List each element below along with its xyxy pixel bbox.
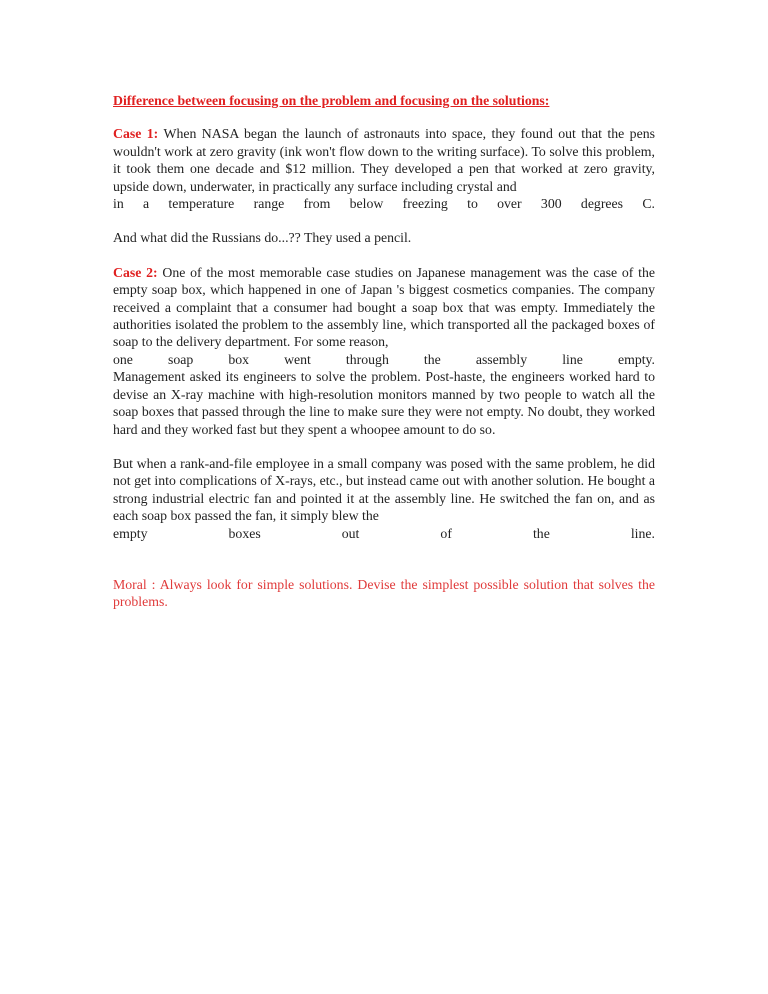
solution-last-line: empty boxes out of the line. xyxy=(113,525,655,541)
solution-paragraph: But when a rank-and-file employee in a small company was posed with the same problem, he did not get into complications of X-rays, etc., but instead came out with another solution. He bought a strong industrial electric fan and pointed it at the assembly line. He switched the fan on, and as each soap box passed the fan, it simply blew the xyxy=(113,455,655,524)
case1-last-line: in a temperature range from below freezing to over 300 degrees C. xyxy=(113,196,655,212)
case2-label: Case 2: xyxy=(113,264,158,280)
case2-paragraph xyxy=(113,264,655,351)
case1-label: Case 1: xyxy=(113,126,159,142)
document-body xyxy=(113,92,655,611)
case2-text: One of the most memorable case studies on Japanese management was the case of the empty soap box, which happened in one of Japan 's biggest cosmetics companies. The company received a complaint that a consumer had bought a soap box that was empty. Immediately the authorities isolated the problem to the assembly line, which transported all the packaged boxes of soap to the delivery department. For some reason, xyxy=(113,264,655,350)
case2-continuation: Management asked its engineers to solve the problem. Post-haste, the engineers worked hard to devise an X-ray machine with high-resolution monitors manned by two people to watch all the soap boxes that passed through the line to make sure they were not empty. No doubt, they worked hard and they worked fast but they spent a whoopee amount to do so. xyxy=(113,369,655,437)
moral-paragraph: Moral : Always look for simple solutions. Devise the simplest possible solution that solves the problems. xyxy=(113,576,655,610)
russians-paragraph: And what did the Russians do...?? They used a pencil. xyxy=(113,230,412,246)
case2-spread-line: one soap box went through the assembly line empty. xyxy=(113,351,655,367)
case1-text: When NASA began the launch of astronauts into space, they found out that the pens wouldn't work at zero gravity (ink won't flow down to the writing surface). To solve this problem, it took them one decade and $12 million. They developed a pen that worked at zero gravity, upside down, underwater, in practically any surface including crystal and xyxy=(113,126,655,194)
page-title: Difference between focusing on the problem and focusing on the solutions: xyxy=(113,93,550,108)
case1-paragraph xyxy=(113,125,655,195)
